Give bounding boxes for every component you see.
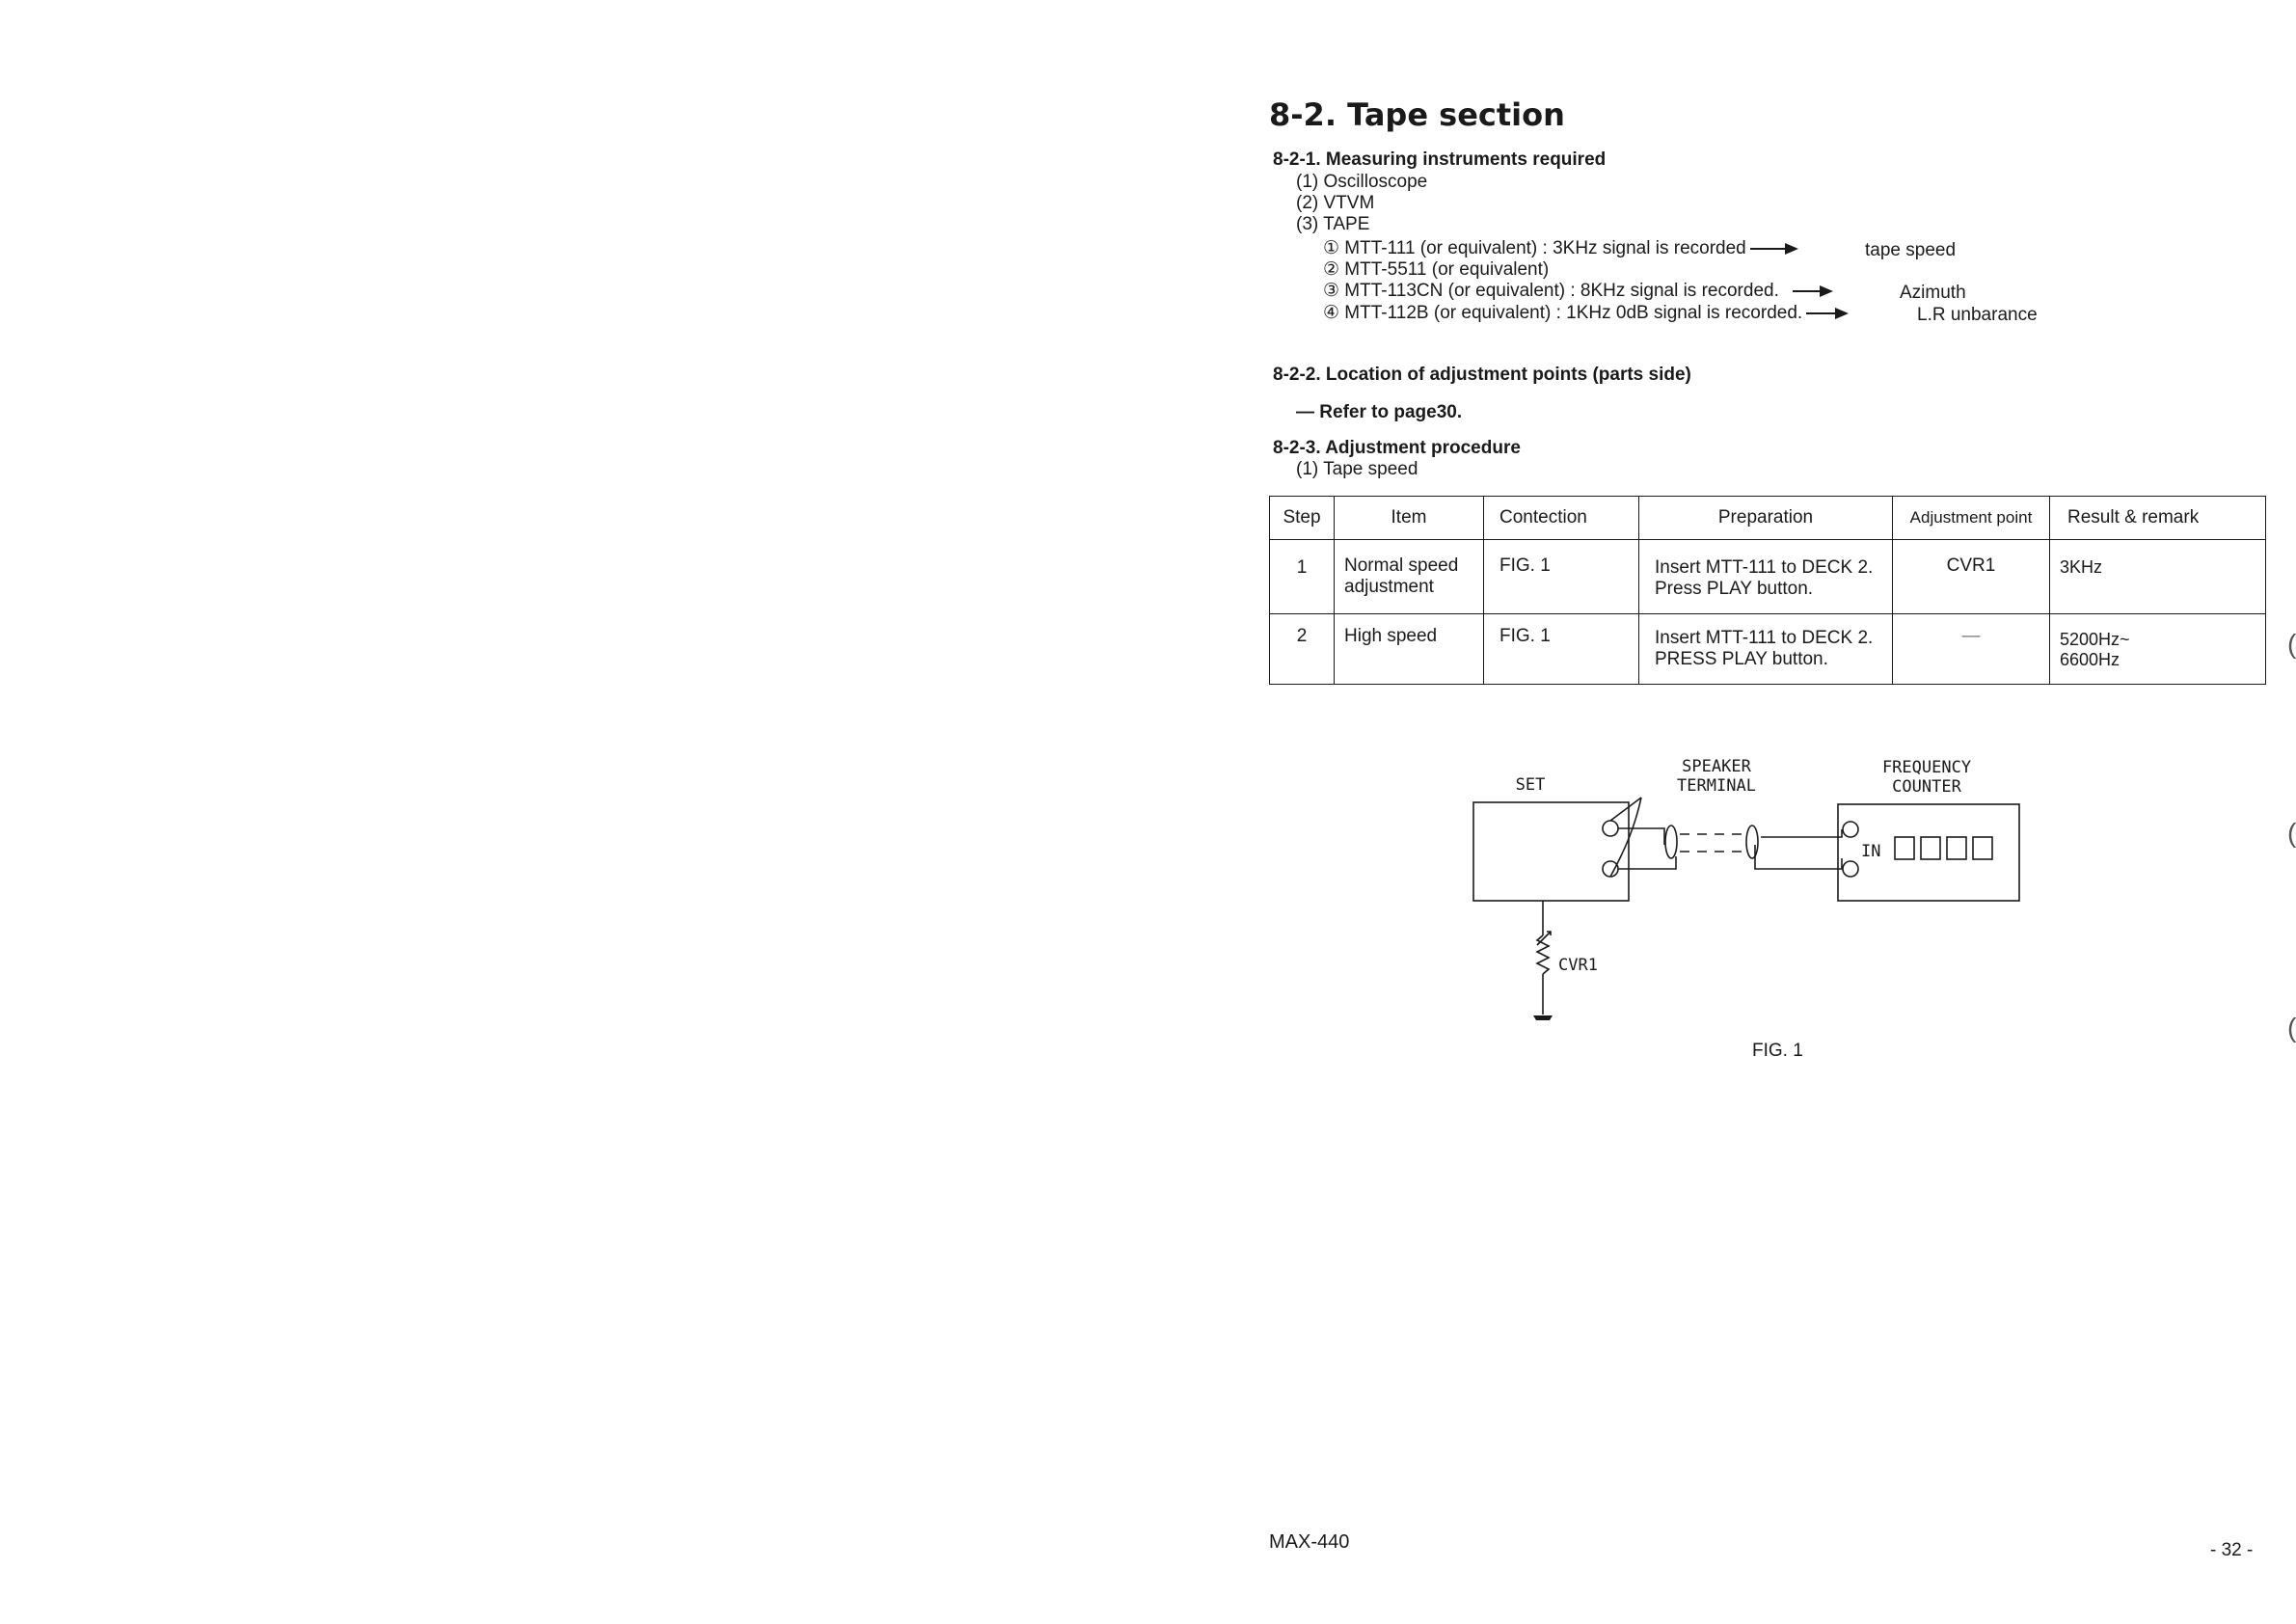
counter-terminal-bottom	[1843, 861, 1858, 877]
cvr-label: CVR1	[1558, 956, 1598, 975]
row2-adjust-point: —	[1893, 614, 2050, 685]
page-number: - 32 -	[2210, 1540, 2254, 1560]
margin-mark: (	[2287, 818, 2296, 848]
counter-label-line1: FREQUENCY	[1881, 758, 1972, 777]
counter-digit-4	[1973, 837, 1992, 859]
section-measuring-title: 8-2-1. Measuring instruments required	[1273, 149, 1607, 170]
header-connection: Contection	[1484, 497, 1639, 540]
table-header-row	[1270, 497, 2266, 540]
row1-adjust-point: CVR1	[1893, 540, 2050, 614]
row1-connection: FIG. 1	[1484, 540, 1639, 614]
row2-result-line2: 6600Hz	[2060, 650, 2120, 669]
set-terminal-bottom	[1603, 861, 1618, 877]
header-preparation: Preparation	[1639, 497, 1893, 540]
cvr-resistor	[1537, 935, 1549, 974]
arrow-right-icon	[1793, 290, 1829, 292]
row2-prep-line2: PRESS PLAY button.	[1655, 649, 1828, 669]
row2-item-line1: High speed	[1344, 626, 1438, 646]
counter-digit-1	[1895, 837, 1914, 859]
wire-bottom-right	[1755, 845, 1842, 869]
row1-prep-line2: Press PLAY button.	[1655, 579, 1814, 599]
row2-step: 2	[1270, 614, 1335, 685]
figure-caption: FIG. 1	[1752, 1041, 1803, 1061]
row1-step: 1	[1270, 540, 1335, 614]
header-step: Step	[1270, 497, 1335, 540]
speaker-label-line1: SPEAKER	[1682, 757, 1751, 776]
speaker-plug-right	[1746, 826, 1758, 858]
wire-top-right	[1761, 829, 1842, 837]
row2-result-line1: 5200Hz~	[2060, 630, 2130, 649]
header-item: Item	[1335, 497, 1484, 540]
row2-prep-line1: Insert MTT-111 to DECK 2.	[1655, 628, 1874, 648]
target-tape-speed: tape speed	[1865, 240, 1957, 260]
counter-terminal-top	[1843, 822, 1858, 837]
counter-digit-3	[1947, 837, 1966, 859]
tape-item-4	[1323, 303, 1845, 324]
row2-result	[2050, 614, 2266, 685]
set-label: SET	[1515, 775, 1546, 795]
page-title: 8-2. Tape section	[1269, 96, 1565, 133]
set-box	[1473, 802, 1629, 901]
counter-digit-2	[1921, 837, 1940, 859]
set-cable-bracket	[1610, 798, 1641, 877]
row1-item	[1335, 540, 1484, 614]
wire-bottom-left	[1618, 856, 1676, 869]
counter-label-line2: COUNTER	[1892, 777, 1961, 797]
ground-icon	[1533, 1015, 1553, 1020]
margin-mark: (	[2287, 1013, 2296, 1042]
table-row	[1270, 614, 2266, 685]
row1-result-line1: 3KHz	[2060, 557, 2103, 577]
arrow-right-icon	[1750, 248, 1795, 250]
refer-page-note: — Refer to page30.	[1296, 402, 1463, 422]
header-adjustment-point: Adjustment point	[1893, 497, 2050, 540]
set-terminal-top	[1603, 821, 1618, 836]
row1-preparation	[1639, 540, 1893, 614]
tape-item-1-text: ① MTT-111 (or equivalent) : 3KHz signal is recorded	[1323, 238, 1746, 258]
target-lr-unbarance: L.R unbarance	[1917, 305, 2038, 325]
speaker-plug-left	[1665, 826, 1677, 858]
row1-item-line2: adjustment	[1344, 577, 1434, 597]
target-azimuth: Azimuth	[1900, 283, 1966, 303]
tape-item-2: ② MTT-5511 (or equivalent)	[1323, 259, 1550, 280]
tape-item-3	[1323, 281, 1829, 302]
tape-item-4-text: ④ MTT-112B (or equivalent) : 1KHz 0dB signal is recorded.	[1323, 303, 1803, 323]
instrument-item-3: (3) TAPE	[1296, 214, 1370, 234]
margin-mark: (	[2287, 629, 2296, 659]
counter-in-label: IN	[1861, 842, 1881, 861]
row1-result	[2050, 540, 2266, 614]
section-procedure-title: 8-2-3. Adjustment procedure	[1273, 438, 1521, 458]
adjustment-table	[1269, 496, 2266, 685]
header-result: Result & remark	[2050, 497, 2266, 540]
section-location-title: 8-2-2. Location of adjustment points (parts side)	[1273, 365, 1691, 385]
row2-connection: FIG. 1	[1484, 614, 1639, 685]
fig1-wiring-diagram	[1437, 743, 2054, 1051]
instrument-item-1: (1) Oscilloscope	[1296, 172, 1428, 192]
arrow-right-icon	[1806, 312, 1845, 314]
speaker-cable	[1680, 834, 1747, 852]
row2-preparation	[1639, 614, 1893, 685]
table-row	[1270, 540, 2266, 614]
row1-item-line1: Normal speed	[1344, 555, 1459, 576]
instrument-item-2: (2) VTVM	[1296, 193, 1375, 213]
row1-prep-line1: Insert MTT-111 to DECK 2.	[1655, 557, 1874, 578]
procedure-subtitle: (1) Tape speed	[1296, 459, 1418, 479]
tape-item-3-text: ③ MTT-113CN (or equivalent) : 8KHz signal is recorded.	[1323, 281, 1779, 301]
wire-top-left	[1618, 828, 1664, 845]
tape-item-1	[1323, 238, 1795, 259]
row2-item	[1335, 614, 1484, 685]
model-number: MAX-440	[1269, 1531, 1350, 1553]
speaker-label-line2: TERMINAL	[1677, 776, 1756, 796]
